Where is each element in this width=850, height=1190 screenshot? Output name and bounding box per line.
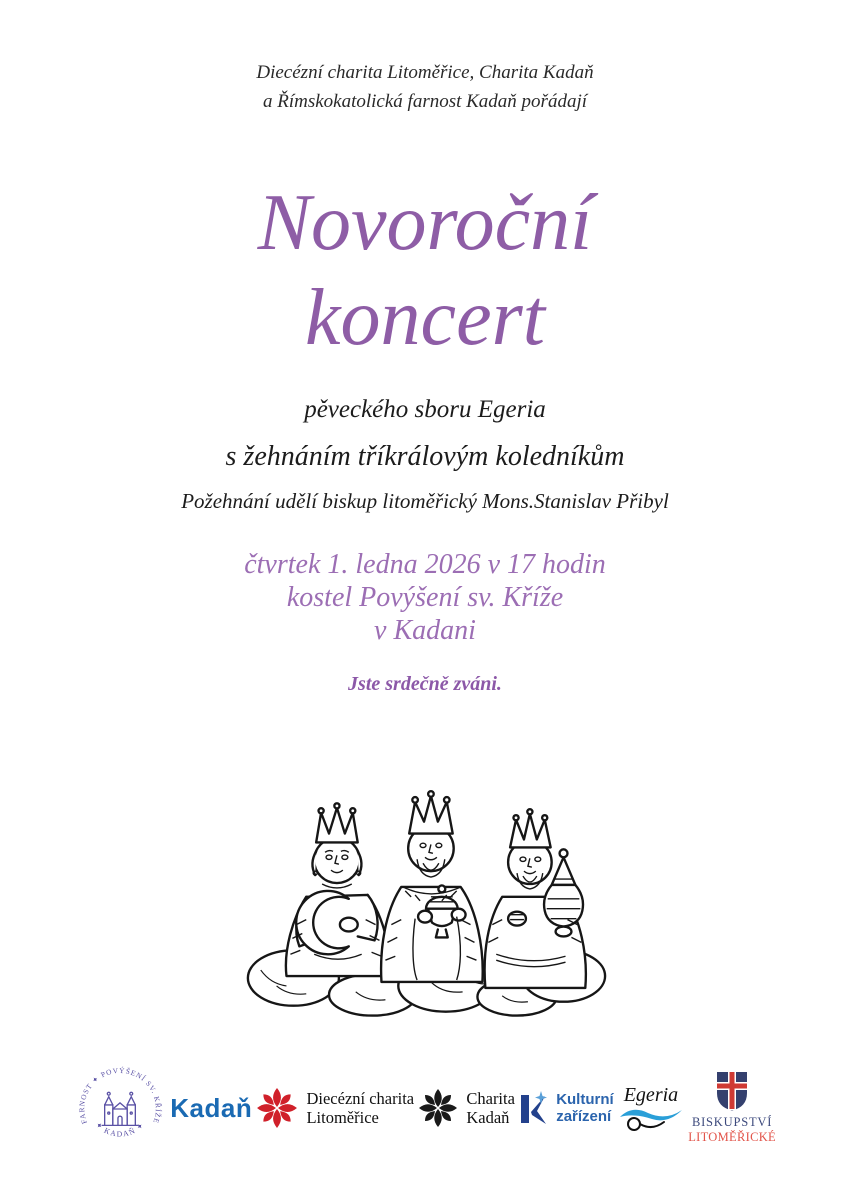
subtitle-ensemble: pěveckého sboru Egeria — [304, 396, 546, 423]
three-kings-woodcut-icon — [237, 750, 613, 1018]
egeria-logo-label: Egeria — [623, 1083, 679, 1106]
dch-litomerice-text — [306, 1089, 414, 1128]
kulturni-k-icon — [519, 1089, 549, 1127]
biskupstvi-shield-icon — [715, 1071, 749, 1111]
kadan-logo-label: Kadaň — [170, 1092, 253, 1123]
seal-top-text: FARNOST ✦ POVÝŠENÍ SV. KŘÍŽE — [77, 1065, 163, 1126]
biskupstvi-logo — [688, 1071, 776, 1145]
kulturni-zarizeni-text — [556, 1091, 614, 1125]
biskupstvi-line-1: BISKUPSTVÍ — [691, 1115, 773, 1129]
event-datetime: čtvrtek 1. ledna 2026 v 17 hodin — [244, 549, 606, 580]
dch-line-1: Diecézní charita — [306, 1088, 415, 1108]
farnost-seal-logo — [74, 1062, 166, 1154]
seal-bottom-text: ✦ KADAŇ ✦ — [93, 1120, 147, 1139]
egeria-wave-icon — [618, 1103, 684, 1133]
caritas-flame-black-icon — [418, 1088, 458, 1128]
organizers-line-1: Diecézní charita Litoměřice, Charita Kadaň — [256, 62, 594, 83]
subtitle-bishop: Požehnání udělí biskup litoměřický Mons.Stanislav Přibyl — [181, 489, 669, 513]
organizers-line-2: a Římskokatolická farnost Kadaň pořádají — [262, 91, 588, 112]
logo-row — [74, 1056, 776, 1160]
three-kings-artwork — [237, 750, 613, 1018]
charita-kadan-line-1: Charita — [466, 1088, 515, 1108]
subtitle-blessing: s žehnáním tříkrálovým koledníkům — [225, 441, 625, 472]
caritas-flame-icon — [256, 1087, 298, 1129]
egeria-logo — [618, 1084, 684, 1133]
biskupstvi-line-2: LITOMĚŘICKÉ — [688, 1130, 776, 1144]
kulturni-line-1: Kulturní — [556, 1091, 614, 1108]
main-title-line-2: koncert — [305, 274, 545, 362]
invitation-text: Jste srdečně zváni. — [348, 673, 502, 695]
dch-litomerice-logo — [256, 1087, 414, 1129]
main-title — [0, 176, 850, 366]
kadan-town-logo — [170, 1093, 252, 1124]
organizers-header — [0, 58, 850, 116]
charita-kadan-line-2: Kadaň — [466, 1108, 510, 1127]
church-icon — [102, 1092, 139, 1125]
event-venue: kostel Povýšení sv. Kříže — [286, 582, 564, 613]
charita-kadan-text — [466, 1089, 515, 1128]
event-city: v Kadani — [374, 615, 476, 646]
main-title-line-1: Novoroční — [257, 179, 593, 267]
event-info — [0, 548, 850, 647]
dch-line-2: Litoměřice — [306, 1108, 379, 1127]
svg-text:✦ KADAŇ ✦ — [94, 1120, 147, 1138]
charita-kadan-logo — [418, 1088, 515, 1128]
farnost-seal-icon — [74, 1062, 166, 1154]
kulturni-line-2: zařízení — [556, 1108, 612, 1125]
kulturni-zarizeni-logo — [519, 1089, 614, 1127]
